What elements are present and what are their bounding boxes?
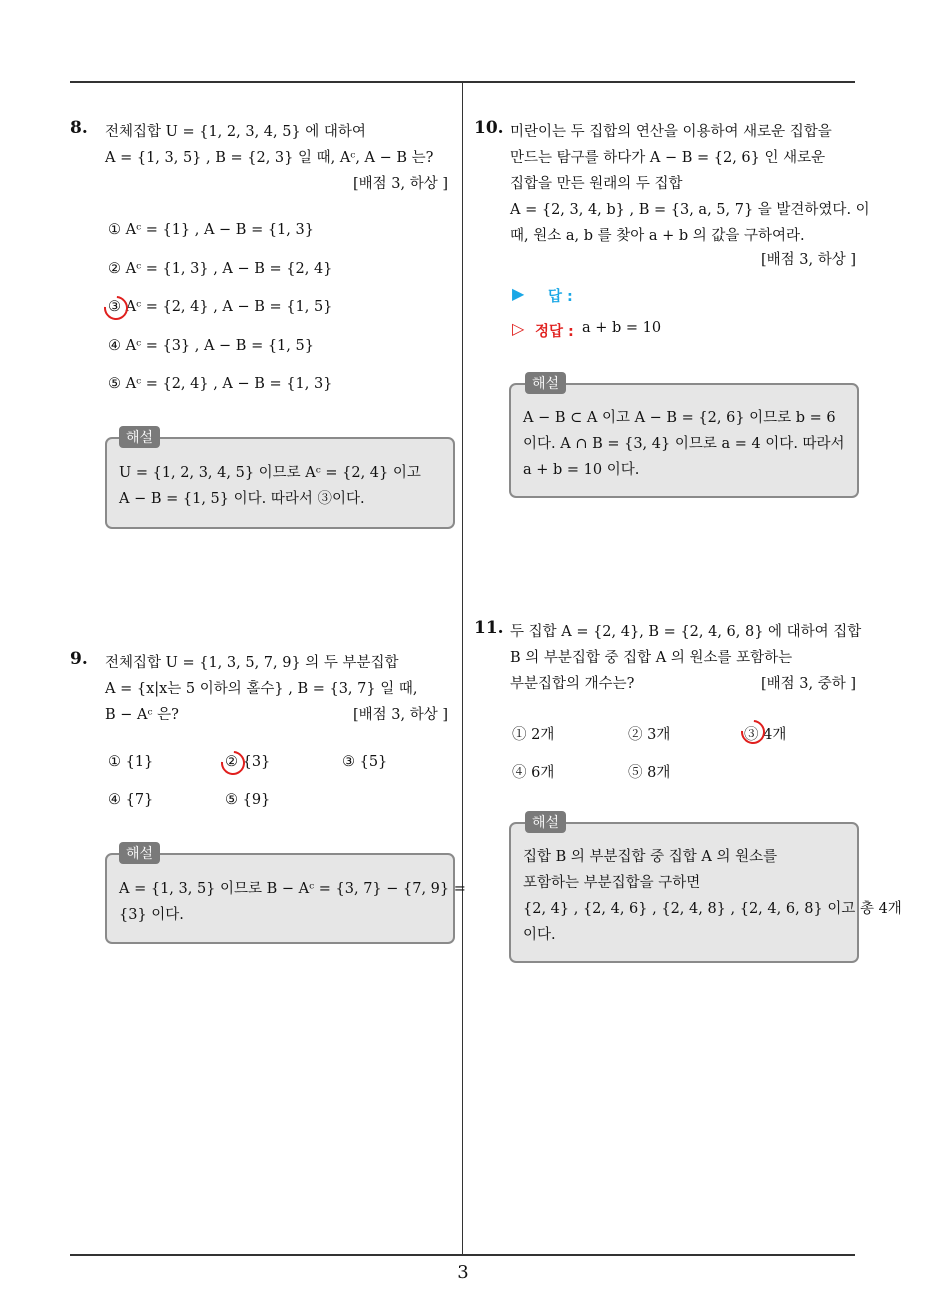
choice-2[interactable]: ② 3개 bbox=[628, 727, 671, 743]
solution-box bbox=[509, 815, 902, 963]
problem-text: B − Aᶜ 은? bbox=[105, 707, 179, 723]
column-divider bbox=[462, 82, 463, 1254]
solution-text: A − B = {1, 5} 이다. 따라서 ③이다. bbox=[119, 491, 365, 507]
choice-1[interactable]: ① {1} bbox=[108, 754, 154, 770]
choice-4[interactable]: ④ {7} bbox=[108, 792, 154, 808]
problem-text: 전체집합 U = {1, 3, 5, 7, 9} 의 두 부분집합 bbox=[105, 655, 399, 671]
choice-1[interactable]: ① 2개 bbox=[512, 727, 555, 743]
correct-answer-value: a + b = 10 bbox=[582, 320, 662, 336]
choice-2[interactable]: ② Aᶜ = {1, 3} , A − B = {2, 4} bbox=[108, 261, 333, 277]
solution-box bbox=[105, 430, 455, 529]
score-label: [배점 3, 중하 ] bbox=[760, 676, 856, 692]
solution-tag: 해설 bbox=[119, 426, 160, 448]
problem-number: 11. bbox=[474, 618, 504, 638]
score-label: [배점 3, 하상 ] bbox=[760, 252, 856, 268]
problem-number: 9. bbox=[70, 649, 88, 669]
solution-text: 이다. bbox=[523, 927, 556, 943]
solution-text: 이다. A ∩ B = {3, 4} 이므로 a = 4 이다. 따라서 bbox=[523, 436, 845, 452]
choice-3[interactable]: ③ 4개 bbox=[744, 727, 787, 743]
choice-4[interactable]: ④ Aᶜ = {3} , A − B = {1, 5} bbox=[108, 338, 314, 354]
problem-text: 부분집합의 개수는? bbox=[510, 676, 635, 692]
choice-1[interactable]: ① Aᶜ = {1} , A − B = {1, 3} bbox=[108, 222, 314, 238]
bottom-rule bbox=[70, 1254, 855, 1256]
answer-mark bbox=[99, 291, 133, 325]
choice-2[interactable]: ② {3} bbox=[225, 754, 271, 770]
solution-tag: 해설 bbox=[119, 842, 160, 864]
page-number: 3 bbox=[457, 1262, 469, 1283]
problem-text: 집합을 만든 원래의 두 집합 bbox=[510, 176, 683, 192]
problem-text: 미란이는 두 집합의 연산을 이용하여 새로운 집합을 bbox=[510, 124, 832, 140]
answer-mark bbox=[216, 746, 250, 780]
answer-label: 답 : bbox=[548, 289, 573, 305]
score-label: [배점 3, 하상 ] bbox=[352, 176, 448, 192]
play-arrow-icon: ▶ bbox=[512, 284, 525, 303]
score-label: [배점 3, 하상 ] bbox=[352, 707, 448, 723]
outline-arrow-icon: ▷ bbox=[512, 319, 525, 338]
problem-text: A = {2, 3, 4, b} , B = {3, a, 5, 7} 을 발견하였다. 이 bbox=[510, 202, 870, 218]
problem-text: B 의 부분집합 중 집합 A 의 원소를 포함하는 bbox=[510, 650, 793, 666]
problem-text: 만드는 탐구를 하다가 A − B = {2, 6} 인 새로운 bbox=[510, 150, 826, 166]
problem-text: A = {1, 3, 5} , B = {2, 3} 일 때, Aᶜ, A − B 는? bbox=[105, 150, 434, 166]
solution-text: {3} 이다. bbox=[119, 907, 184, 923]
problem-number: 8. bbox=[70, 118, 88, 138]
choice-5[interactable]: ⑤ 8개 bbox=[628, 765, 671, 781]
choice-3[interactable]: ③ {5} bbox=[342, 754, 388, 770]
solution-text: A = {1, 3, 5} 이므로 B − Aᶜ = {3, 7} − {7, 9} = bbox=[119, 881, 466, 897]
solution-tag: 해설 bbox=[525, 811, 566, 833]
problem-number: 10. bbox=[474, 118, 504, 138]
solution-text: U = {1, 2, 3, 4, 5} 이므로 Aᶜ = {2, 4} 이고 bbox=[119, 465, 421, 481]
correct-answer-label: 정답 : bbox=[535, 324, 574, 340]
solution-text: 집합 B 의 부분집합 중 집합 A 의 원소를 bbox=[523, 849, 778, 865]
choice-5[interactable]: ⑤ Aᶜ = {2, 4} , A − B = {1, 3} bbox=[108, 376, 333, 392]
problem-text: A = {x|x는 5 이하의 홀수} , B = {3, 7} 일 때, bbox=[105, 681, 418, 697]
problem-text: 때, 원소 a, b 를 찾아 a + b 의 값을 구하여라. bbox=[510, 228, 805, 244]
solution-text: A − B ⊂ A 이고 A − B = {2, 6} 이므로 b = 6 bbox=[523, 410, 836, 426]
solution-text: {2, 4} , {2, 4, 6} , {2, 4, 8} , {2, 4, 6, 8} 이고 총 4개 bbox=[523, 901, 902, 917]
solution-box bbox=[509, 376, 859, 498]
choice-4[interactable]: ④ 6개 bbox=[512, 765, 555, 781]
problem-text: 두 집합 A = {2, 4}, B = {2, 4, 6, 8} 에 대하여 집합 bbox=[510, 624, 862, 640]
choice-3[interactable]: ③ Aᶜ = {2, 4} , A − B = {1, 5} bbox=[108, 299, 333, 315]
solution-tag: 해설 bbox=[525, 372, 566, 394]
solution-text: a + b = 10 이다. bbox=[523, 462, 640, 478]
solution-text: 포함하는 부분집합을 구하면 bbox=[523, 875, 701, 891]
choice-5[interactable]: ⑤ {9} bbox=[225, 792, 271, 808]
solution-box bbox=[105, 846, 466, 944]
problem-text: 전체집합 U = {1, 2, 3, 4, 5} 에 대하여 bbox=[105, 124, 366, 140]
